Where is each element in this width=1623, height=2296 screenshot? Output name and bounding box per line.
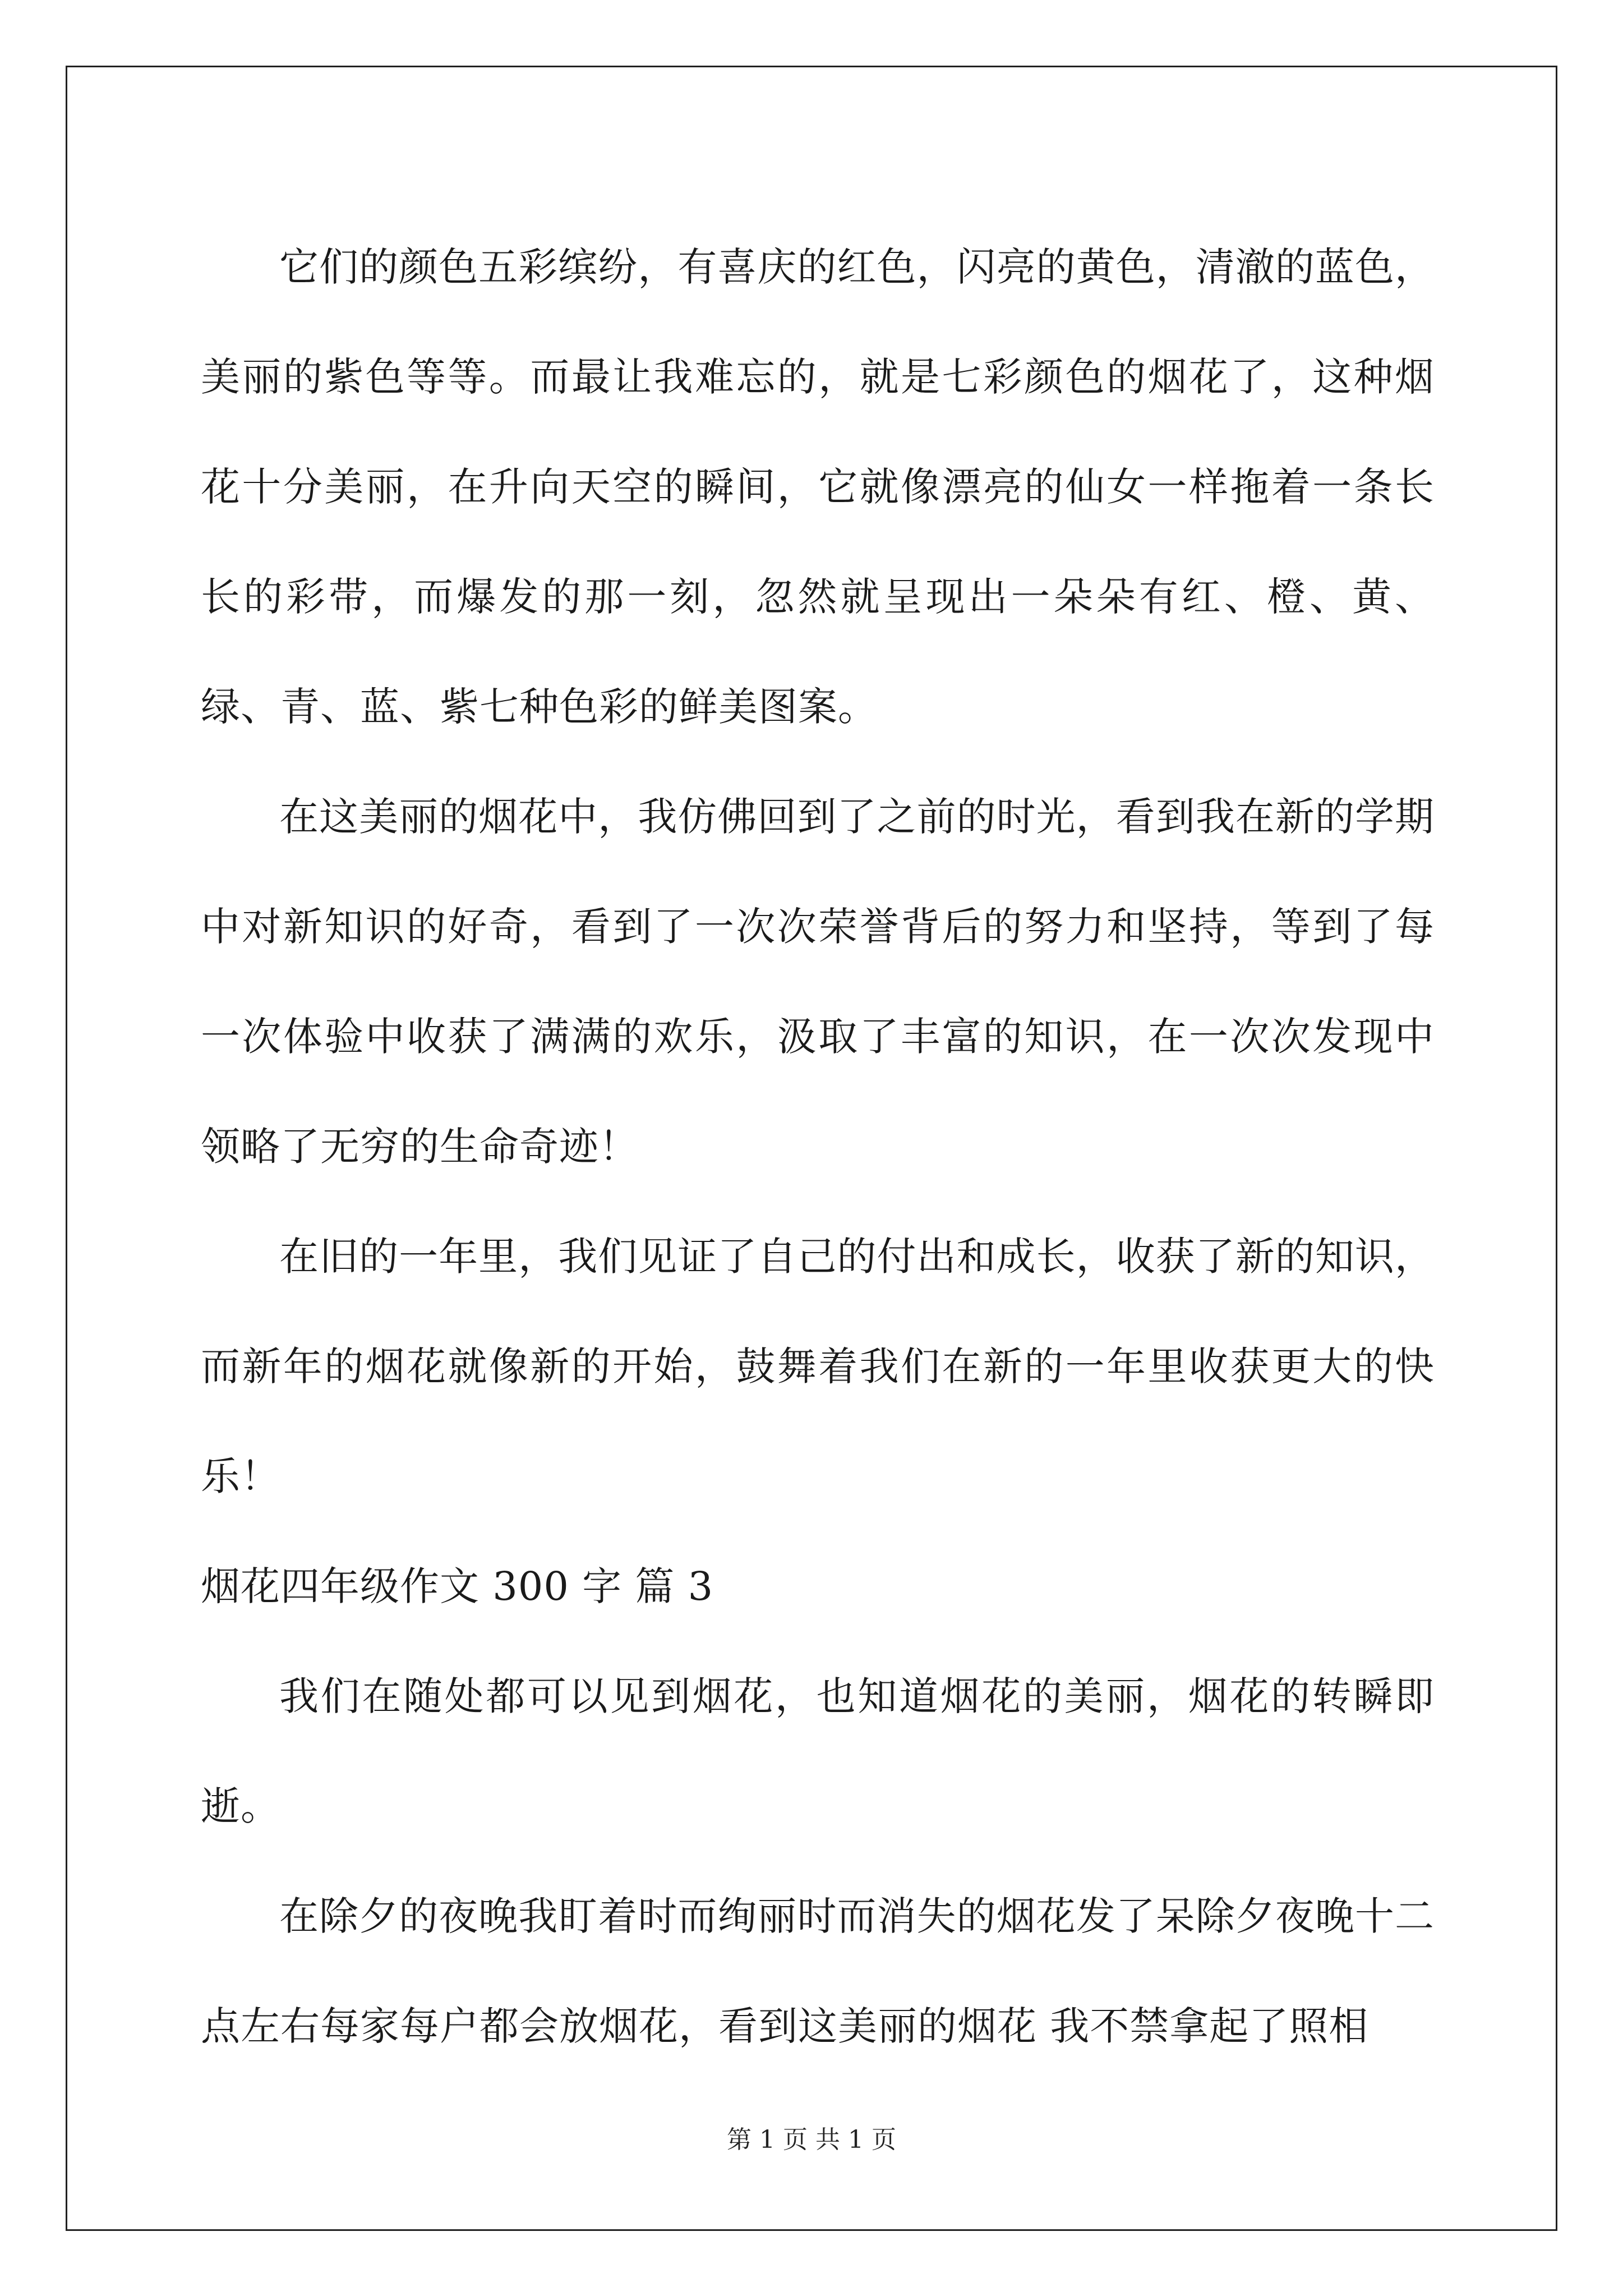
paragraph-2: 在这美丽的烟花中，我仿佛回到了之前的时光，看到我在新的学期中对新知识的好奇，看到了一次次荣誉背后的努力和坚持，等到了每一次体验中收获了满满的欢乐，汲取了丰富的知识，在一次次发现中领略了无穷的生命奇迹！ [201,794,1435,1170]
paragraph-5: 在除夕的夜晚我盯着时而绚丽时而消失的烟花发了呆除夕夜晚十二点左右每家每户都会放烟花，看到这美丽的烟花 我不禁拿起了照相 [201,1893,1435,2049]
document-body [201,212,1435,2081]
paragraph-4: 我们在随处都可以见到烟花，也知道烟花的美丽，烟花的转瞬即逝。 [201,1673,1435,1829]
section-heading: 烟花四年级作文 300 字 篇 3 [201,1563,714,1609]
paragraph-1: 它们的颜色五彩缤纷，有喜庆的红色，闪亮的黄色，清澈的蓝色，美丽的紫色等等。而最让我难忘的，就是七彩颜色的烟花了，这种烟花十分美丽，在升向天空的瞬间，它就像漂亮的仙女一样拖着一条长长的彩带，而爆发的那一刻，忽然就呈现出一朵朵有红、橙、黄、绿、青、蓝、紫七种色彩的鲜美图案。 [201,244,1435,730]
page-footer: 第 1 页 共 1 页 [727,2125,896,2154]
paragraph-3: 在旧的一年里，我们见证了自己的付出和成长，收获了新的知识，而新年的烟花就像新的开始，鼓舞着我们在新的一年里收获更大的快乐！ [201,1234,1435,1499]
